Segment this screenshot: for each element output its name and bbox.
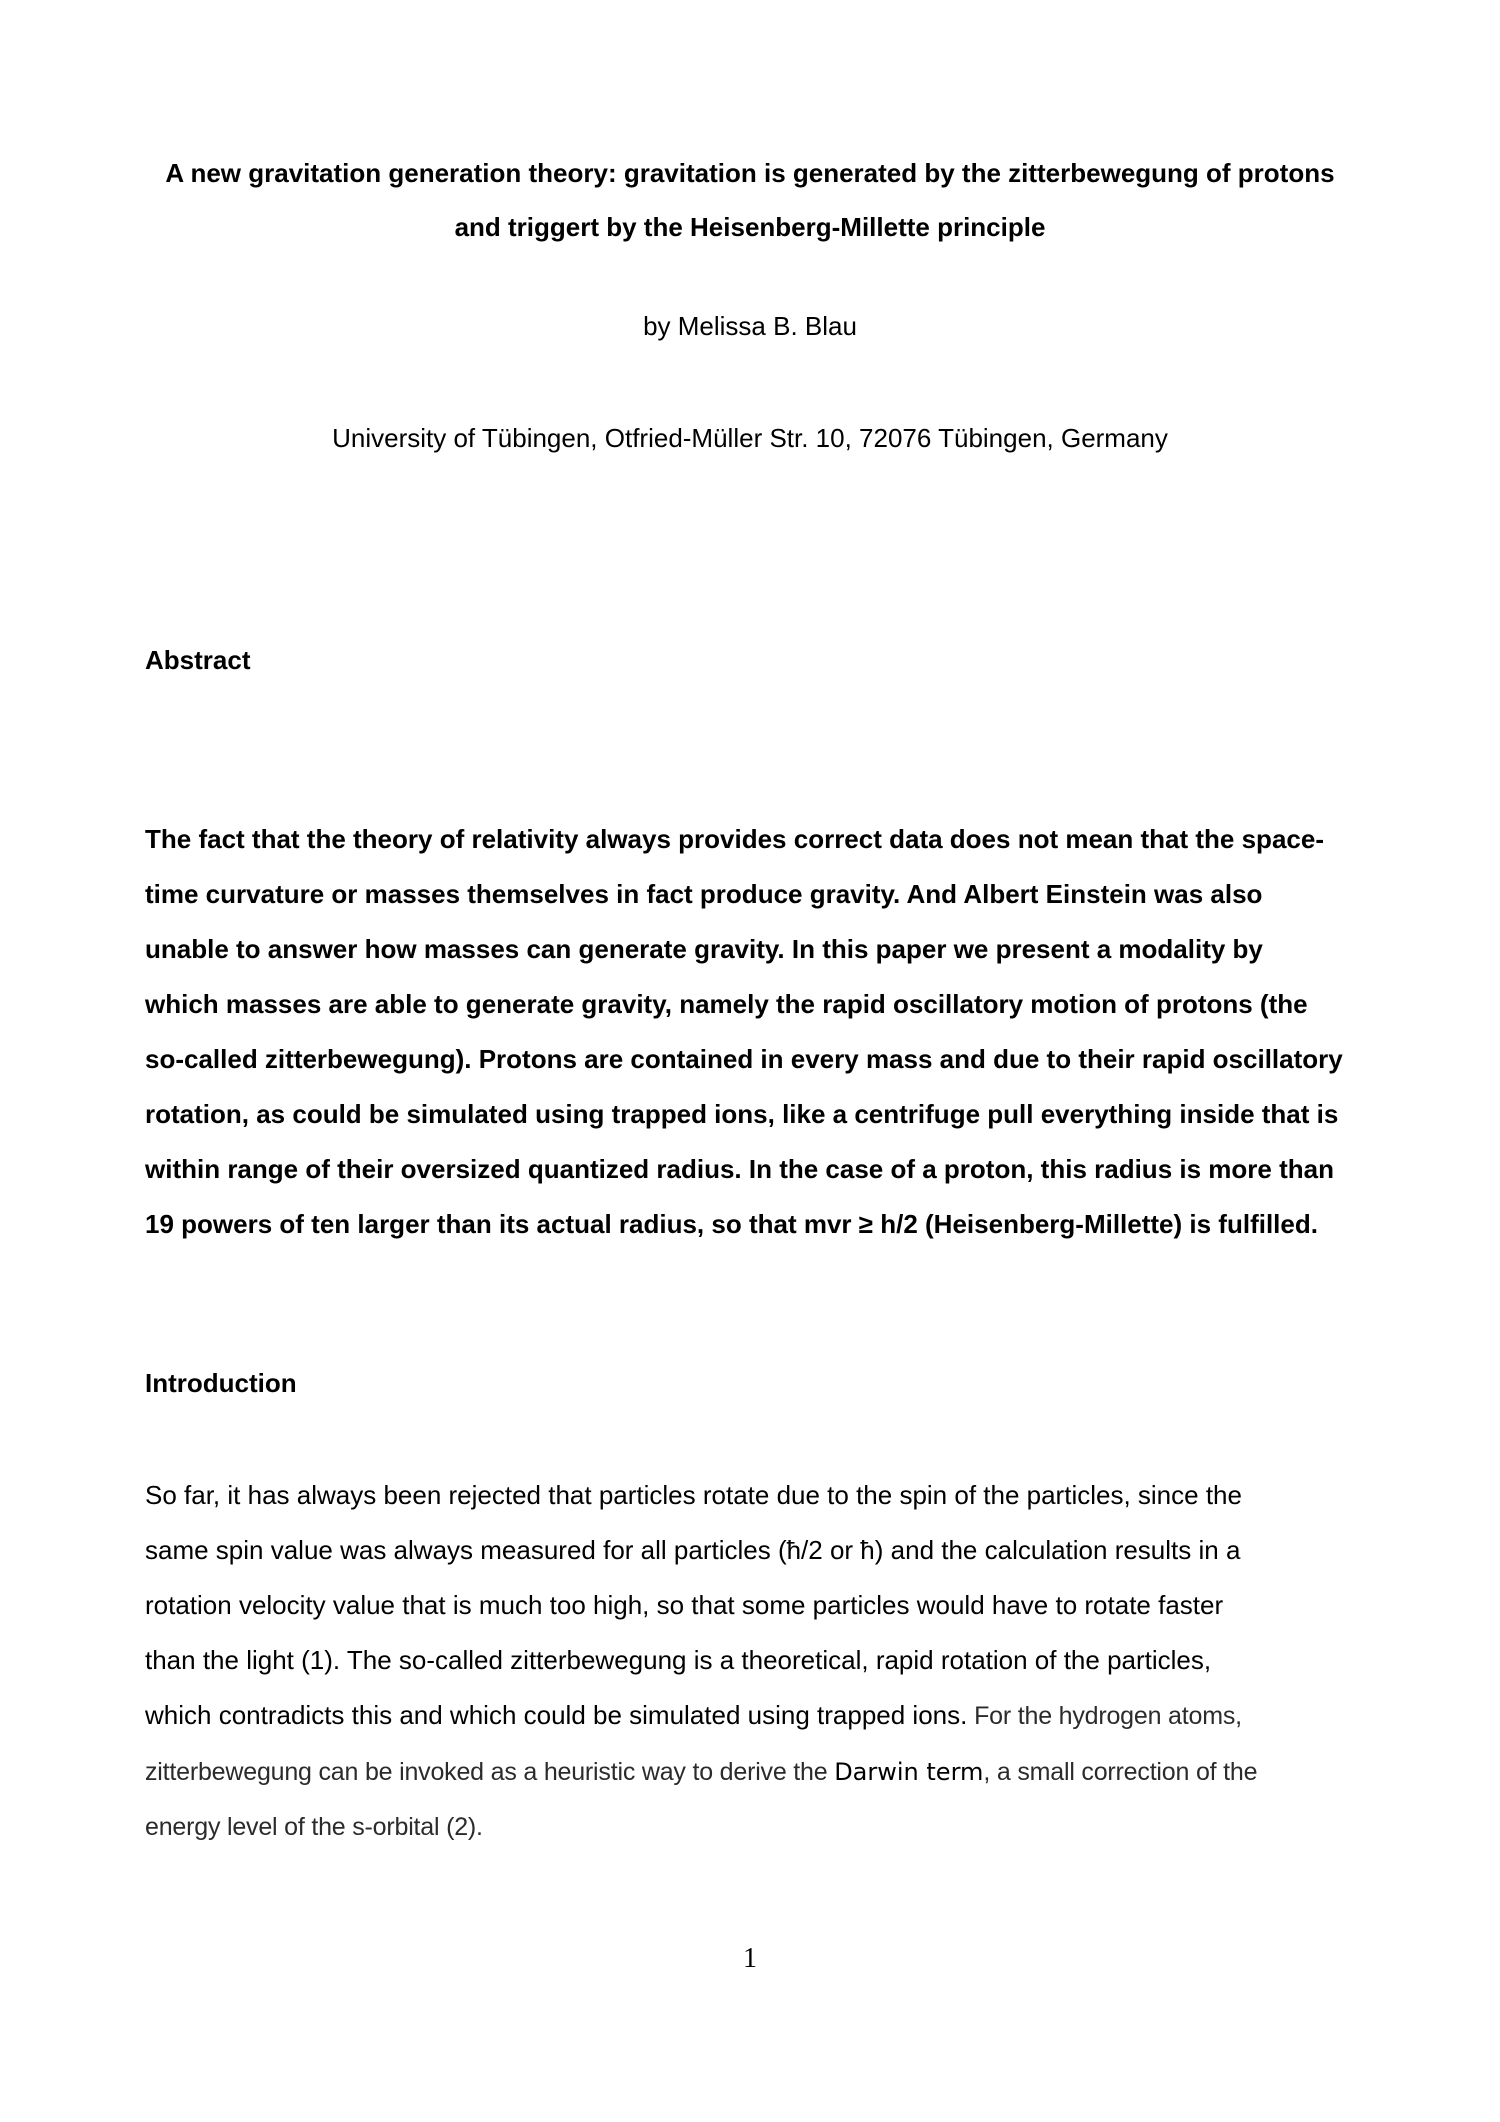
introduction-text-line: So far, it has always been rejected that particles rotate due to the spin of the particles, since the (145, 1480, 1242, 1510)
introduction-paragraph (145, 1468, 1405, 1855)
intro-pasted-segment: energy level of the s-orbital (2). (145, 1813, 483, 1841)
author-byline: by Melissa B. Blau (643, 311, 857, 341)
abstract-text-line: so-called zitterbewegung). Protons are contained in every mass and due to their rapid oscillatory (145, 1044, 1343, 1074)
abstract-text-line: time curvature or masses themselves in fact produce gravity. And Albert Einstein was also (145, 879, 1263, 909)
abstract-text-line: unable to answer how masses can generate gravity. In this paper we present a modality by (145, 934, 1263, 964)
introduction-text-line: rotation velocity value that is much too high, so that some particles would have to rotate faster (145, 1590, 1224, 1620)
abstract-text-line: 19 powers of ten larger than its actual radius, so that mvr ≥ h/2 (Heisenberg-Millette) is fulfilled. (145, 1209, 1318, 1239)
affiliation-line: University of Tübingen, Otfried-Müller Str. 10, 72076 Tübingen, Germany (332, 423, 1168, 453)
intro-pasted-segment: , a small correction of the (983, 1758, 1258, 1786)
intro-pasted-segment: For the hydrogen atoms, (967, 1702, 1242, 1730)
introduction-text-line-mixed (145, 1744, 1405, 1800)
introduction-text-line-mixed (145, 1688, 1405, 1744)
darwin-term-segment: Darwin term (834, 1758, 984, 1786)
intro-pasted-segment: zitterbewegung can be invoked as a heuristic way to derive the (145, 1758, 835, 1786)
introduction-heading: Introduction (145, 1368, 297, 1398)
page-number: 1 (743, 1943, 757, 1974)
abstract-text-line: The fact that the theory of relativity always provides correct data does not mean that the space- (145, 824, 1324, 854)
abstract-text-line: which masses are able to generate gravity, namely the rapid oscillatory motion of protons (the (145, 989, 1308, 1019)
abstract-text-line: within range of their oversized quantized radius. In the case of a proton, this radius is more than (145, 1154, 1334, 1184)
intro-main-segment: which contradicts this and which could be simulated using trapped ions. (145, 1700, 968, 1730)
introduction-text-line: than the light (1). The so-called zitterbewegung is a theoretical, rapid rotation of the particles, (145, 1645, 1212, 1675)
paper-title-line2: and triggert by the Heisenberg-Millette principle (454, 212, 1046, 242)
paper-title (0, 146, 1500, 254)
abstract-text-line: rotation, as could be simulated using trapped ions, like a centrifuge pull everything inside that is (145, 1099, 1339, 1129)
paper-title-line1: A new gravitation generation theory: gravitation is generated by the zitterbewegung of protons (165, 158, 1335, 188)
introduction-text-line: same spin value was always measured for all particles (ħ/2 or ħ) and the calculation results in a (145, 1535, 1241, 1565)
abstract-heading: Abstract (145, 645, 251, 675)
abstract-paragraph (145, 812, 1405, 1252)
